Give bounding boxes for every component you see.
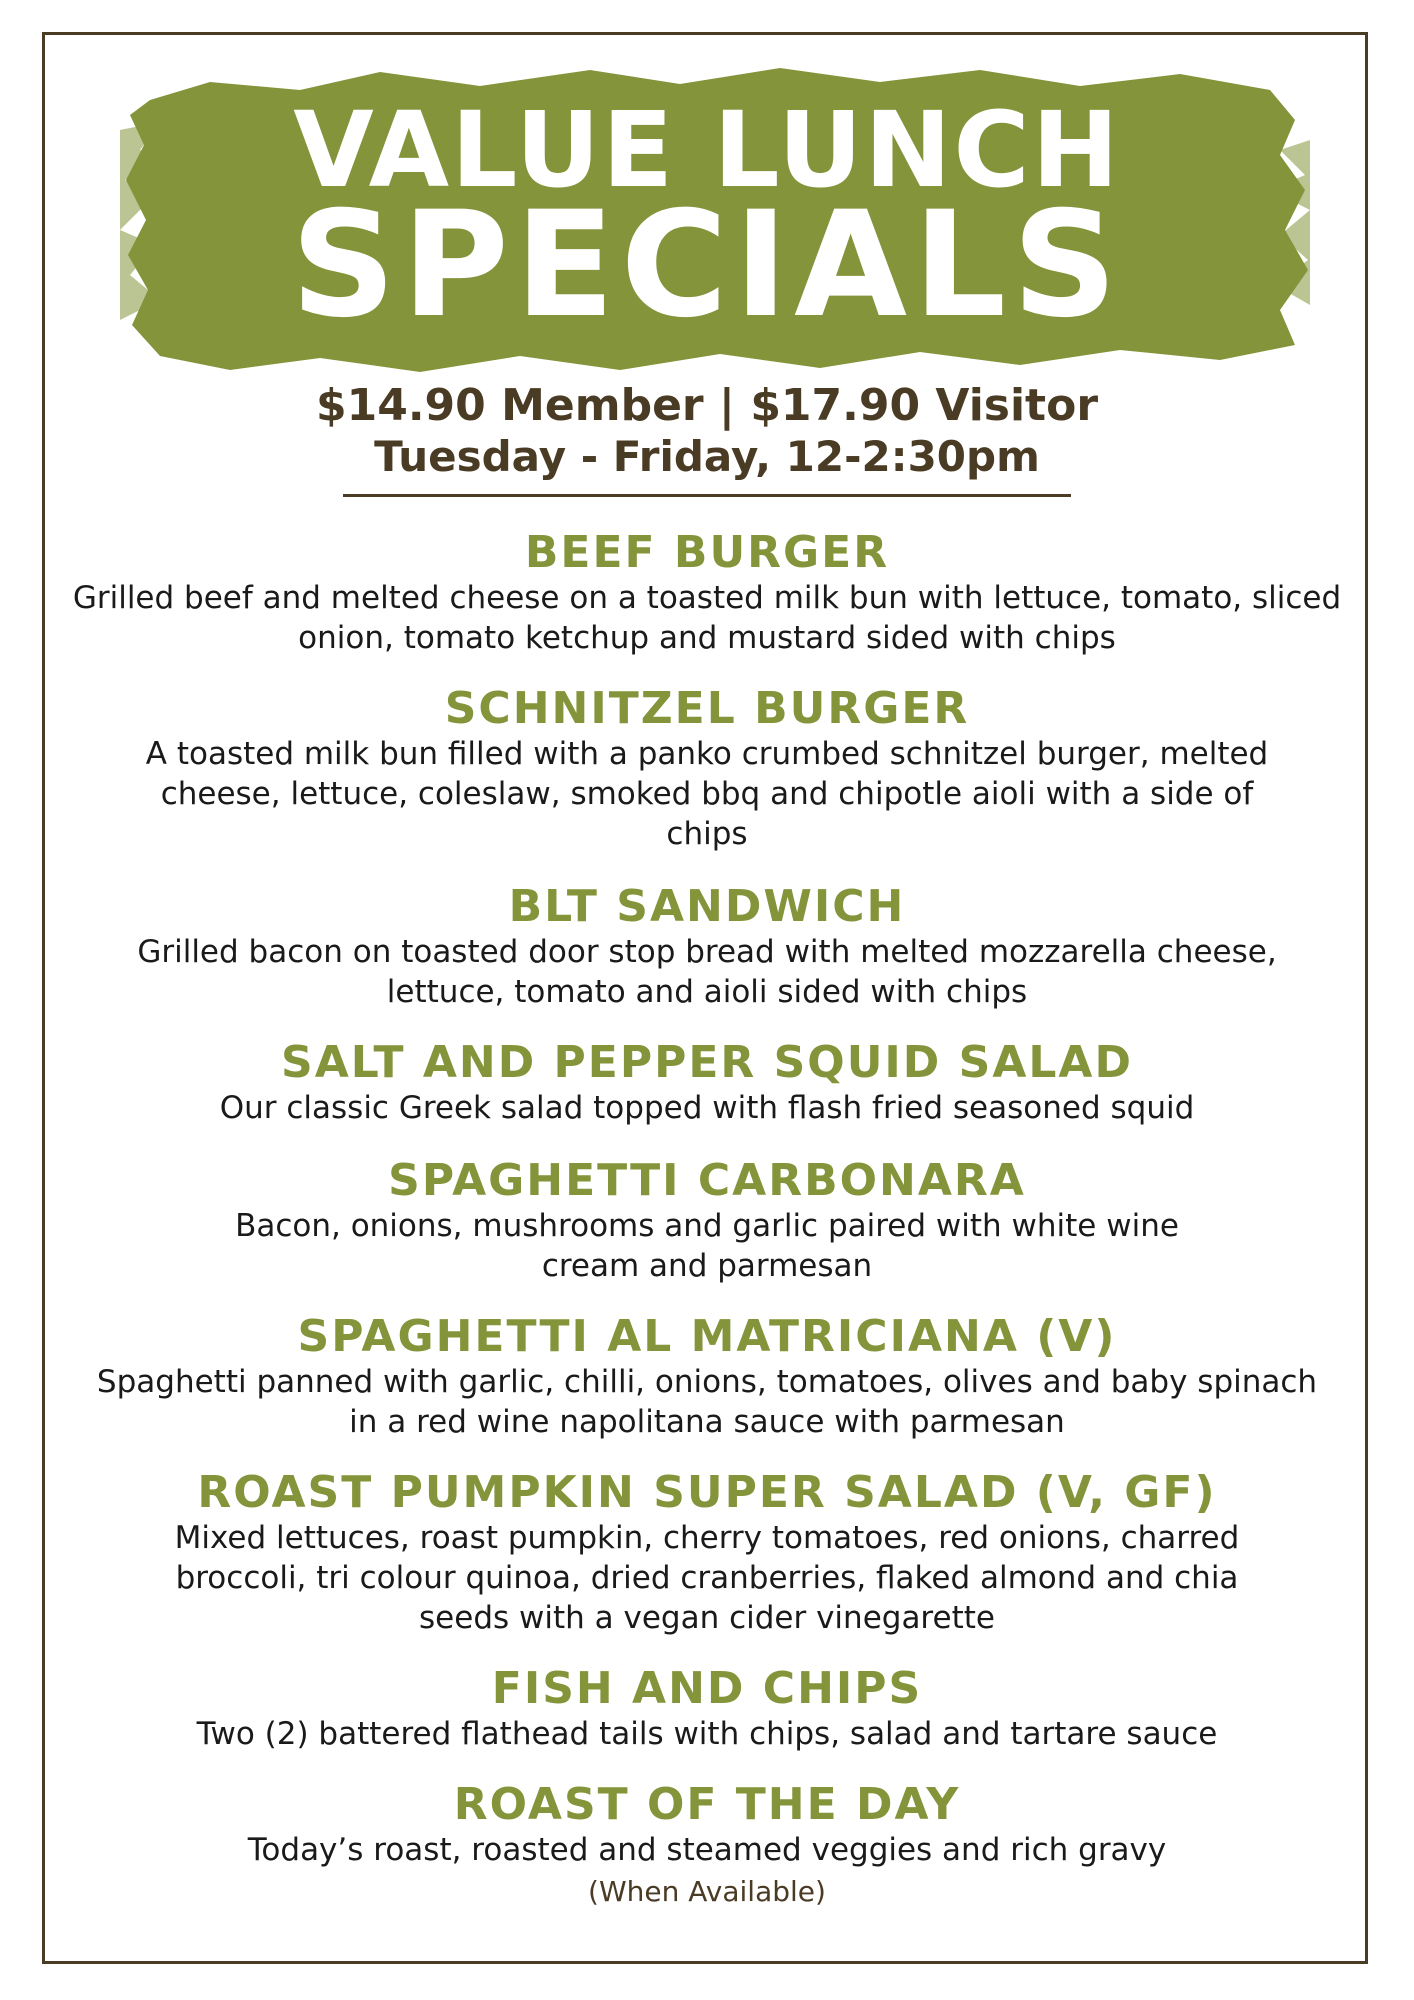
menu-item-title: FISH AND CHIPS — [491, 1663, 923, 1714]
menu-item-description: Bacon, onions, mushrooms and garlic paired with white wine cream and parmesan — [235, 1208, 1179, 1284]
menu-item-title: BLT SANDWICH — [508, 881, 906, 932]
price-line: $14.90 Member | $17.90 Visitor — [315, 380, 1099, 431]
availability-note: (When Available) — [588, 1875, 826, 1908]
menu-item-description: Grilled beef and melted cheese on a toasted milk bun with lettuce, tomato, sliced onion, tomato ketchup and mustard sided with chips — [72, 580, 1342, 656]
divider-rule — [343, 494, 1071, 497]
menu-item-salt-pepper-squid-salad — [60, 1038, 1354, 1128]
menu-item-description: Grilled bacon on toasted door stop bread with melted mozzarella cheese, lettuce, tomato and aioli sided with chips — [137, 934, 1277, 1010]
menu-item-roast-pumpkin-super-salad — [60, 1468, 1354, 1638]
menu-item-title: SPAGHETTI AL MATRICIANA (V) — [297, 1311, 1117, 1362]
menu-item-description: Our classic Greek salad topped with flash fried seasoned squid — [219, 1090, 1195, 1126]
menu-item-spaghetti-carbonara — [60, 1156, 1354, 1286]
menu-item-title: ROAST PUMPKIN SUPER SALAD (V, GF) — [197, 1467, 1217, 1518]
menu-item-description: Spaghetti panned with garlic, chilli, onions, tomatoes, olives and baby spinach in a red wine napolitana sauce with parmesan — [96, 1364, 1318, 1440]
title-line-2: SPECIALS — [290, 180, 1124, 350]
menu-item-beef-burger — [60, 528, 1354, 658]
menu-item-schnitzel-burger — [60, 684, 1354, 854]
menu-item-title: SPAGHETTI CARBONARA — [388, 1155, 1026, 1206]
menu-item-title: SALT AND PEPPER SQUID SALAD — [281, 1037, 1133, 1088]
menu-item-title: ROAST OF THE DAY — [453, 1779, 961, 1830]
menu-item-description: A toasted milk bun filled with a panko crumbed schnitzel burger, melted cheese, lettuce, coleslaw, smoked bbq and chipotle aioli with a side of chips — [145, 736, 1269, 852]
menu-item-description: Today’s roast, roasted and steamed veggies and rich gravy — [247, 1832, 1167, 1868]
menu-item-blt-sandwich — [60, 882, 1354, 1012]
menu-item-spaghetti-al-matriciana — [60, 1312, 1354, 1442]
menu-item-description: Two (2) battered flathead tails with chips, salad and tartare sauce — [196, 1716, 1218, 1752]
menu-item-roast-of-the-day — [60, 1780, 1354, 1910]
menu-item-title: BEEF BURGER — [524, 527, 890, 578]
menu-item-fish-and-chips — [60, 1664, 1354, 1754]
menu-item-description: Mixed lettuces, roast pumpkin, cherry tomatoes, red onions, charred broccoli, tri colour quinoa, dried cranberries, flaked almond and chia seeds with a vegan cider vinegarette — [174, 1520, 1240, 1636]
menu-item-title: SCHNITZEL BURGER — [444, 683, 970, 734]
hours-line: Tuesday - Friday, 12-2:30pm — [374, 432, 1040, 481]
title-line-1: VALUE LUNCH — [293, 89, 1121, 211]
